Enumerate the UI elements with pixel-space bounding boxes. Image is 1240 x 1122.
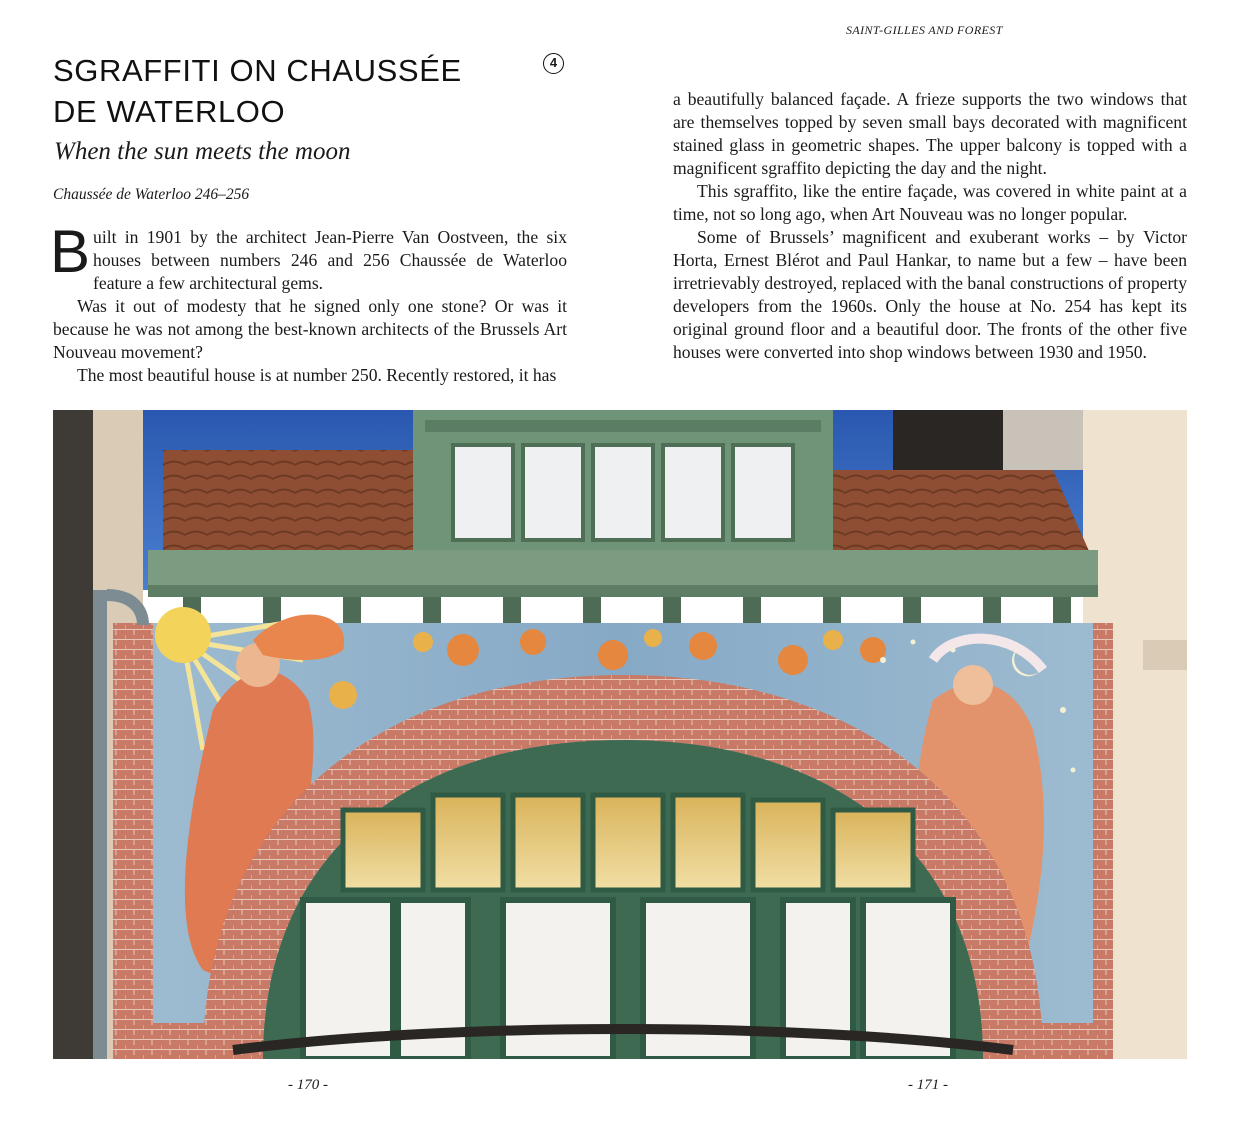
title-line-2: DE WATERLOO	[53, 94, 286, 129]
address: Chaussée de Waterloo 246–256	[53, 186, 250, 203]
page-number-left: - 170 -	[288, 1077, 328, 1093]
paragraph-1-text: uilt in 1901 by the architect Jean-Pierre Van Oostveen, the six houses between numbers 246 and 256 Chaussée de Waterloo feature a few architectural gems.	[93, 227, 567, 293]
page-title	[53, 50, 483, 132]
subtitle: When the sun meets the moon	[54, 138, 351, 165]
running-head: SAINT-GILLES AND FOREST	[846, 23, 1003, 37]
right-column-text	[673, 88, 1187, 364]
paragraph-3: The most beautiful house is at number 250. Recently restored, it has	[77, 365, 557, 385]
paragraph-1	[50, 218, 567, 295]
drop-cap: B	[50, 218, 91, 285]
paragraph-5: This sgraffito, like the entire façade, was covered in white paint at a time, not so long ago, when Art Nouveau was no longer popular.	[673, 181, 1187, 224]
paragraph-4: a beautifully balanced façade. A frieze supports the two windows that are themselves topped by seven small bays decorated with magnificent stained glass in geometric shapes. The upper balcony is topped with a magnificent sgraffito depicting the day and the night.	[673, 89, 1187, 178]
entry-number-badge: 4	[543, 53, 564, 74]
facade-photograph	[53, 410, 1187, 1059]
title-line-1: SGRAFFITI ON CHAUSSÉE	[53, 53, 462, 88]
page-number-right: - 171 -	[908, 1077, 948, 1093]
paragraph-2: Was it out of modesty that he signed only one stone? Or was it because he was not among the best-known architects of the Brussels Art Nouveau movement?	[53, 296, 567, 362]
paragraph-6: Some of Brussels’ magnificent and exuberant works – by Victor Horta, Ernest Blérot and Paul Hankar, to name but a few – have been irretrievably destroyed, replaced with the banal constructions of property developers from the 1960s. Only the house at No. 254 has kept its original ground floor and a beautiful door. The fronts of the other five houses were converted into shop windows between 1930 and 1950.	[673, 227, 1187, 362]
left-column-text	[50, 218, 567, 387]
